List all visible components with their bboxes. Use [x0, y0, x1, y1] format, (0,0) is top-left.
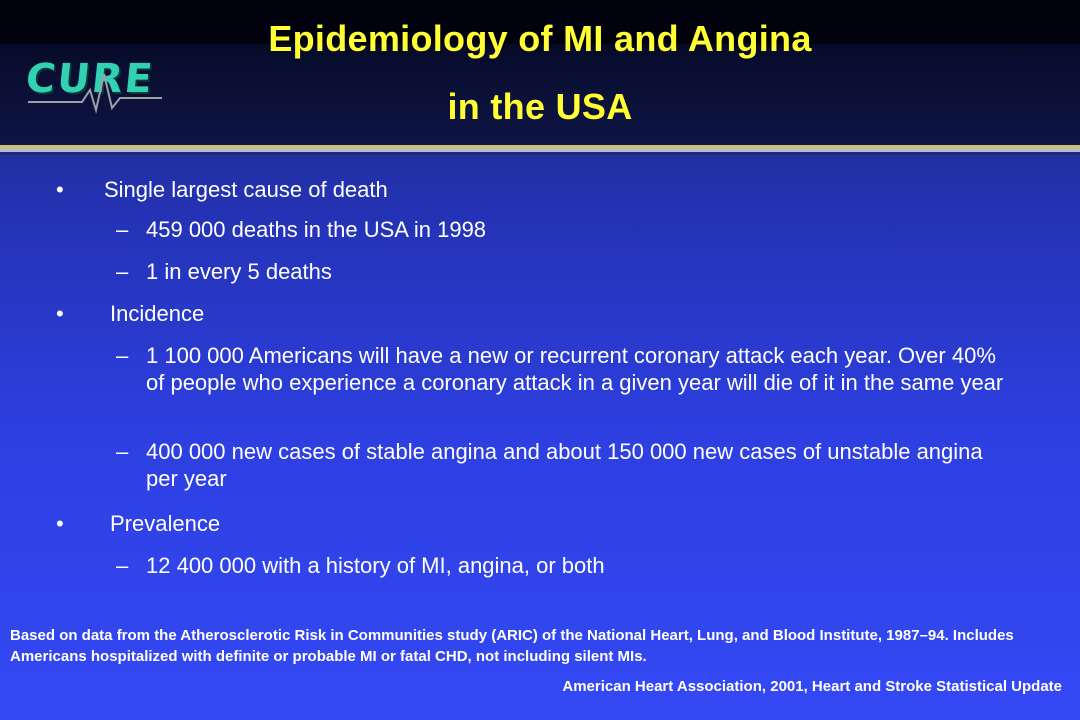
sub-item-text: 1 in every 5 deaths — [146, 259, 332, 284]
bullet-marker: • — [56, 511, 64, 536]
sub-item-text: 1 100 000 Americans will have a new or recurrent coronary attack each year. Over 40% of people who experience a coronary attack in a given year will die of it in the same year — [146, 343, 1004, 395]
slide-title-line1: Epidemiology of MI and Angina — [268, 18, 812, 59]
bullet-text: Single largest cause of death — [104, 177, 388, 202]
logo-text: CURE — [23, 56, 157, 102]
sub-item-text: 400 000 new cases of stable angina and about 150 000 new cases of unstable angina per year — [146, 439, 983, 491]
sub-item-text: 12 400 000 with a history of MI, angina, or both — [146, 553, 605, 578]
bullet-text: Prevalence — [110, 511, 221, 536]
sub-item-text: 459 000 deaths in the USA in 1998 — [146, 217, 487, 242]
source-citation: American Heart Association, 2001, Heart and Stroke Statistical Update — [562, 678, 1062, 695]
header-rule-dark — [0, 152, 1080, 155]
bullet-marker: • — [56, 177, 64, 202]
slide-title-line2: in the USA — [447, 86, 633, 127]
bullet-marker: • — [56, 301, 64, 326]
dash-marker: – — [116, 217, 129, 242]
footnote: Based on data from the Atherosclerotic Risk in Communities study (ARIC) of the National Heart, Lung, and Blood Institute, 1987–94. Includes Americans hospitalized with definite or probable MI or fatal CHD, not including silent MIs. — [10, 627, 1014, 665]
dash-marker: – — [116, 553, 129, 578]
dash-marker: – — [116, 439, 129, 464]
dash-marker: – — [116, 259, 129, 284]
bullet-text: Incidence — [110, 301, 205, 326]
dash-marker: – — [116, 343, 129, 368]
